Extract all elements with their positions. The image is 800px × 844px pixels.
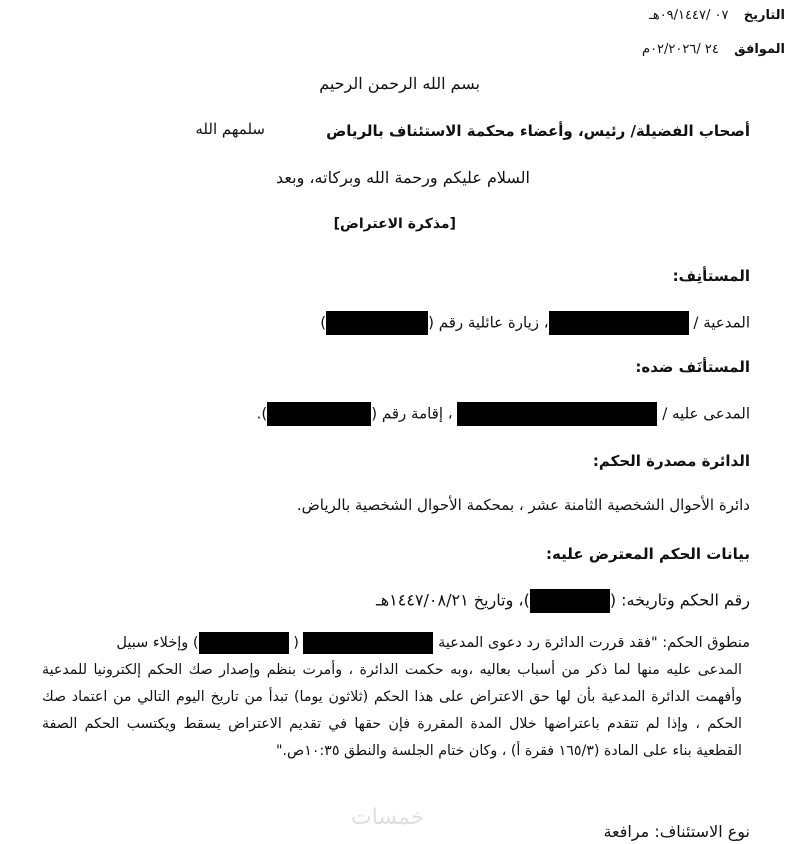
date-gregorian-value: ٢٤ /٠٢/٢٠٢٦م xyxy=(642,42,719,57)
court-heading: الدائرة مصدرة الحكم: xyxy=(592,452,750,470)
appellant-prefix: المدعية / xyxy=(693,313,750,332)
respondent-suffix: ). xyxy=(256,404,268,423)
redaction-ruling-id xyxy=(199,632,289,654)
ruling-label: منطوق الحكم: "فقد قررت الدائرة رد دعوى المدعية xyxy=(438,635,750,651)
appeal-type-value: مرافعة xyxy=(603,822,650,841)
redaction-appellant-id xyxy=(326,311,428,335)
greeting: السلام عليكم ورحمة الله وبركاته، وبعد xyxy=(276,168,530,187)
watermark: خمسات xyxy=(351,805,425,830)
redaction-judgment-number xyxy=(530,589,610,613)
blessing: سلمهم الله xyxy=(195,120,265,138)
court-text: دائرة الأحوال الشخصية الثامنة عشر ، بمحكمة الأحوال الشخصية بالرياض. xyxy=(296,496,750,514)
judgment-number-line xyxy=(376,589,750,613)
redaction-appellant-name xyxy=(549,311,689,335)
ruling-first-line xyxy=(116,632,750,654)
respondent-line xyxy=(257,402,750,426)
appellant-mid: ، زيارة عائلية رقم ( xyxy=(428,313,549,332)
judgment-number-label: رقم الحكم وتاريخه: ( xyxy=(609,590,750,610)
ruling-paren-close: ) وإخلاء سبيل xyxy=(116,635,199,651)
appeal-type-line xyxy=(603,822,750,841)
appeal-type-label: نوع الاستئناف: xyxy=(654,822,750,841)
memo-title: [مذكرة الاعتراض] xyxy=(333,216,456,232)
basmala: بسم الله الرحمن الرحيم xyxy=(319,74,480,93)
judgment-heading: بيانات الحكم المعترض عليه: xyxy=(546,545,750,563)
date-hijri-line xyxy=(649,4,785,23)
ruling-paren-open: ( xyxy=(293,635,299,651)
appellant-suffix: ) xyxy=(320,313,327,332)
addressee: أصحاب الفضيلة/ رئيس، وأعضاء محكمة الاستئناف بالرياض xyxy=(326,122,750,140)
appellant-line xyxy=(320,311,750,335)
date-hijri-value: ٠٧ /٠٩/١٤٤٧هـ xyxy=(649,8,729,23)
respondent-prefix: المدعى عليه / xyxy=(662,404,750,423)
ruling-body: المدعى عليه منها لما ذكر من أسباب بعاليه ،وبه حكمت الدائرة ، وأمرت بنظم وإصدار صك الحكم إلكترونيا للمدعية وأفهمت الدائرة المدعية بأن لها حق الاعتراض على هذا الحكم (ثلاثون يوما) تبدأ من تاريخ اليوم التالي من اعتماد صك الحكم ، وإذا لم تتقدم باعتراضها خلال المدة المقررة فإن حقها في تقديم الاعتراض يسقط ويكتسب الحكم الصفة القطعية بناء على المادة (١٦٥/٣ فقرة أ) ، وكان ختام الجلسة والنطق ١٠:٣٥ص." xyxy=(42,662,742,759)
redaction-respondent-id xyxy=(267,402,371,426)
redaction-respondent-name xyxy=(457,402,657,426)
respondent-heading: المستأنَف ضده: xyxy=(635,358,750,376)
date-gregorian-line xyxy=(642,38,785,57)
corresponding-label: الموافق xyxy=(734,42,785,57)
appellant-heading: المستأنِف: xyxy=(672,267,750,285)
judgment-number-mid: )، وتاريخ ١٤٤٧/٠٨/٢١هـ xyxy=(376,590,530,610)
date-label: التاريخ xyxy=(743,8,785,23)
respondent-mid: ، إقامة رقم ( xyxy=(371,404,458,423)
redaction-ruling-name xyxy=(303,632,433,654)
